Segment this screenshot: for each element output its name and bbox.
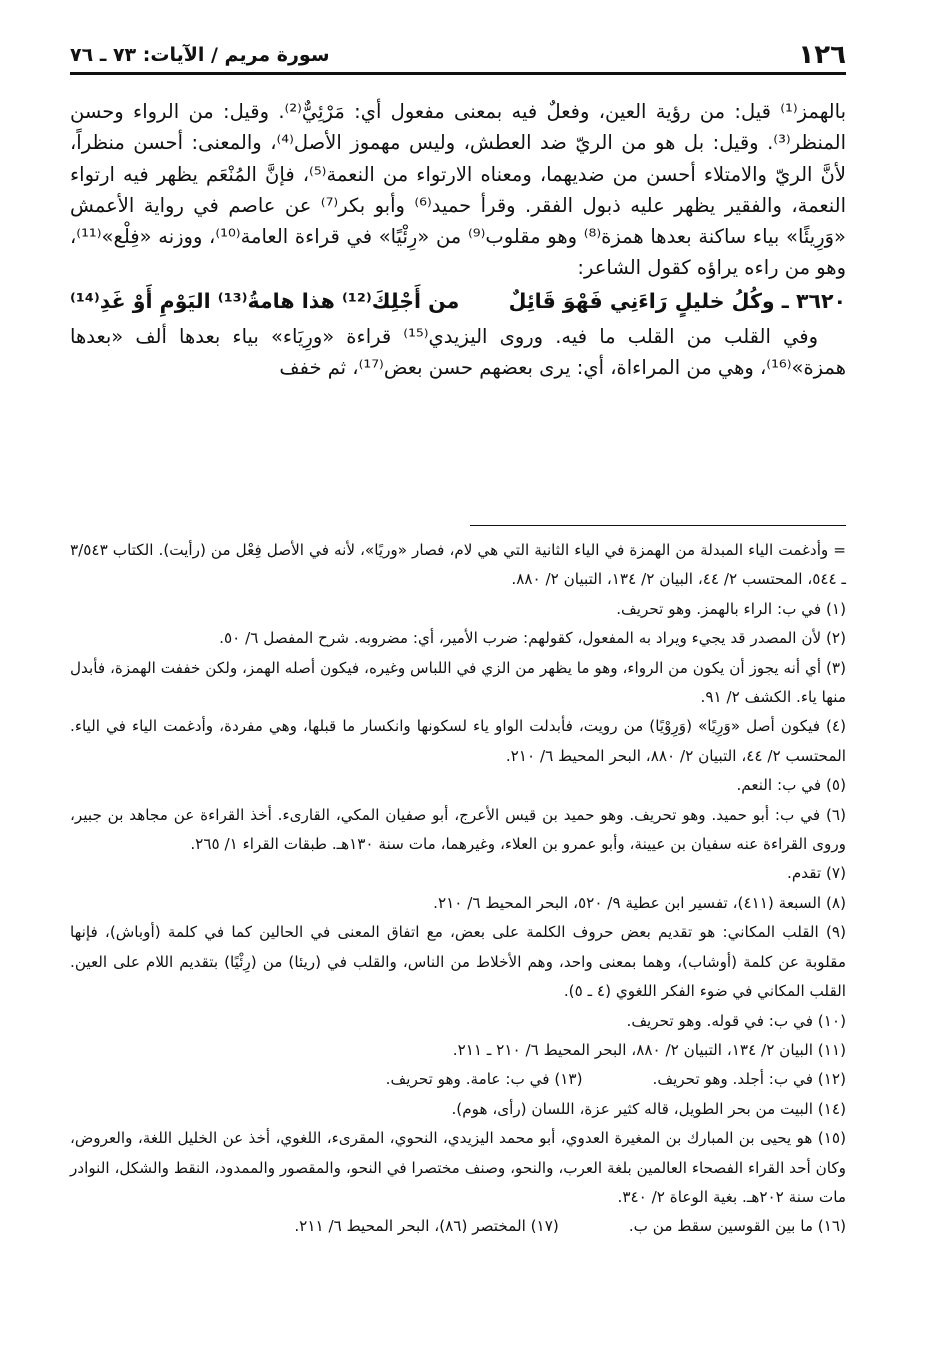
footnote-9: (٩) القلب المكاني: هو تقديم بعض حروف الكلمة على بعض، مع اتفاق المعنى في الحالين كما في كلمة (أوباش)، فإنها مقلوبة عن كلمة (أوشاب)، وهما بمعنى واحد، وهم الأخلاط من الناس، والقلب في (ريئا) من (رِئْيًا) بتقديم اللام على العين. القلب المكاني في ضوء الفكر اللغوي (٤ ـ ٥). [70, 923, 846, 1001]
poetry-verse [70, 286, 846, 317]
footnote-17: (١٧) المختصر (٨٦)، البحر المحيط ٦/ ٢١١. [294, 1217, 559, 1236]
verse-first-hemistich: ٣٦٢٠ ـ وكُلُ خليلٍ رَاءَنِي فَهْوَ قَائِلٌ [508, 288, 846, 313]
main-text [70, 96, 846, 384]
footnote-continuation: = وأدغمت الياء المبدلة من الهمزة في الياء الثانية التي هي لام، فصار «وريًا»، لأنه في الأصل فِعْل من (رأيت). الكتاب ٣/٥٤٣ ـ ٥٤٤، المحتسب ٢/ ٤٤، البيان ٢/ ١٣٤، التبيان ٢/ ٨٨٠. [70, 541, 846, 589]
main-paragraph-1: بالهمز⁽¹⁾ قيل: من رؤية العين، وفعلٌ فيه بمعنى مفعول أي: مَرْئِيٌّ⁽²⁾. وقيل: من الرواء وحسن المنظر⁽³⁾. وقيل: بل هو من الريّ ضد العطش، وليس مهموز الأصل⁽⁴⁾، والمعنى: أحسن منظراً، لأنَّ الريّ والامتلاء أحسن من ضديهما، ومعناه الارتواء من النعمة⁽⁵⁾، فإنَّ المُنْعَم يظهر فيه ارتواء النعمة، والفقير يظهر عليه ذبول الفقر. وقرأ حميد⁽⁶⁾ وأبو بكر⁽⁷⁾ عن عاصم في رواية الأعمش «وَرِيئًا» بياء ساكنة بعدها همزة⁽⁸⁾ وهو مقلوب⁽⁹⁾ من «رِئْيًا» في قراءة العامة⁽¹⁰⁾، ووزنه «فِلْع»⁽¹¹⁾، وهو من راءه يراؤه كقول الشاعر: [70, 100, 846, 280]
footnote-16: (١٦) ما بين القوسين سقط من ب. [628, 1217, 846, 1236]
footnote-4: (٤) فيكون أصل «وَرِيًا» (وَرِوْيًا) من رويت، فأبدلت الواو ياء لسكونها وانكسار ما قبلها، وهي مفردة، وأدغمت الياء في الياء. المحتسب ٢/ ٤٤، التبيان ٢/ ٨٨٠، البحر المحيط ٦/ ٢١٠. [70, 717, 846, 765]
footnote-10: (١٠) في ب: في قوله. وهو تحريف. [626, 1011, 846, 1030]
footnote-1: (١) في ب: الراء بالهمز. وهو تحريف. [616, 599, 846, 618]
footnote-14: (١٤) البيت من بحر الطويل، قاله كثير عزة، اللسان (رأى، هوم). [451, 1099, 846, 1118]
footnote-6: (٦) في ب: أبو حميد. وهو تحريف. وهو حميد بن قيس الأعرج، أبو صفيان المكي، القارىء. أخذ القراءة عن مجاهد بن جبير، وروى القراءة عنه سفيان بن عيينة، وأبو عمرو بن العلاء، وغيرهما، مات سنة ١٣٠هـ. طبقات القراء ١/ ٢٦٥. [70, 805, 846, 854]
footnote-12: (١٢) في ب: أجلد. وهو تحريف. [652, 1070, 846, 1089]
footnote-13: (١٣) في ب: عامة. وهو تحريف. [385, 1070, 583, 1089]
header-rule [70, 72, 846, 75]
footnote-2: (٢) لأن المصدر قد يجيء ويراد به المفعول، كقولهم: ضرب الأمير، أي: مضروبه. شرح المفصل ٦/ ٥٠. [219, 629, 846, 648]
footnote-15: (١٥) هو يحيى بن المبارك بن المغيرة العدوي، أبو محمد اليزيدي، النحوي، المقرىء، اللغوي، أخذ عن الخليل اللغة، والعروض، وكان أحد القراء الفصحاء العالمين بلغة العرب، والنحو، وصنف مختصرا في النحو، والمقصور والممدود، النقط والشكل، النوادر مات سنة ٢٠٢هـ. بغية الوعاة ٢/ ٣٤٠. [70, 1129, 846, 1206]
footnote-7: (٧) تقدم. [787, 864, 846, 883]
footnote-3: (٣) أي أنه يجوز أن يكون من الرواء، وهو ما يظهر من الزي في اللباس وغيره، فيكون أصله الهمز، ولكن خففت الهمزة، فأبدل منها ياء. الكشف ٢/ ٩١. [70, 658, 846, 707]
footnote-11: (١١) البيان ٢/ ١٣٤، التبيان ٢/ ٨٨٠، البحر المحيط ٦/ ٢١٠ ـ ٢١١. [452, 1040, 846, 1059]
footnote-row-16-17 [70, 1212, 846, 1241]
footnotes [70, 536, 846, 1242]
footnote-row-12-13 [70, 1065, 846, 1094]
running-title: سورة مريم / الآيات: ٧٣ ـ ٧٦ [70, 44, 330, 66]
page-number: ١٢٦ [798, 40, 846, 70]
footnote-5: (٥) في ب: النعم. [736, 776, 846, 795]
footnote-8: (٨) السبعة (٤١١)، تفسير ابن عطية ٩/ ٥٢٠، البحر المحيط ٦/ ٢١٠. [433, 893, 846, 912]
footnote-separator [470, 525, 846, 526]
page-header [70, 38, 846, 72]
main-paragraph-2: وفي القلب من القلب ما فيه. وروى اليزيدي⁽¹⁵⁾ قراءة «ورِيَاء» بياء بعدها ألف «بعدها همزة»⁽¹⁶⁾، وهي من المراءاة، أي: يرى بعضهم حسن بعض⁽¹⁷⁾، ثم خفف [70, 325, 846, 380]
verse-second-hemistich: من أَجْلِكَ⁽¹²⁾ هذا هامةُ⁽¹³⁾ اليَوْمِ أَوْ غَدِ⁽¹⁴⁾ [70, 288, 460, 313]
